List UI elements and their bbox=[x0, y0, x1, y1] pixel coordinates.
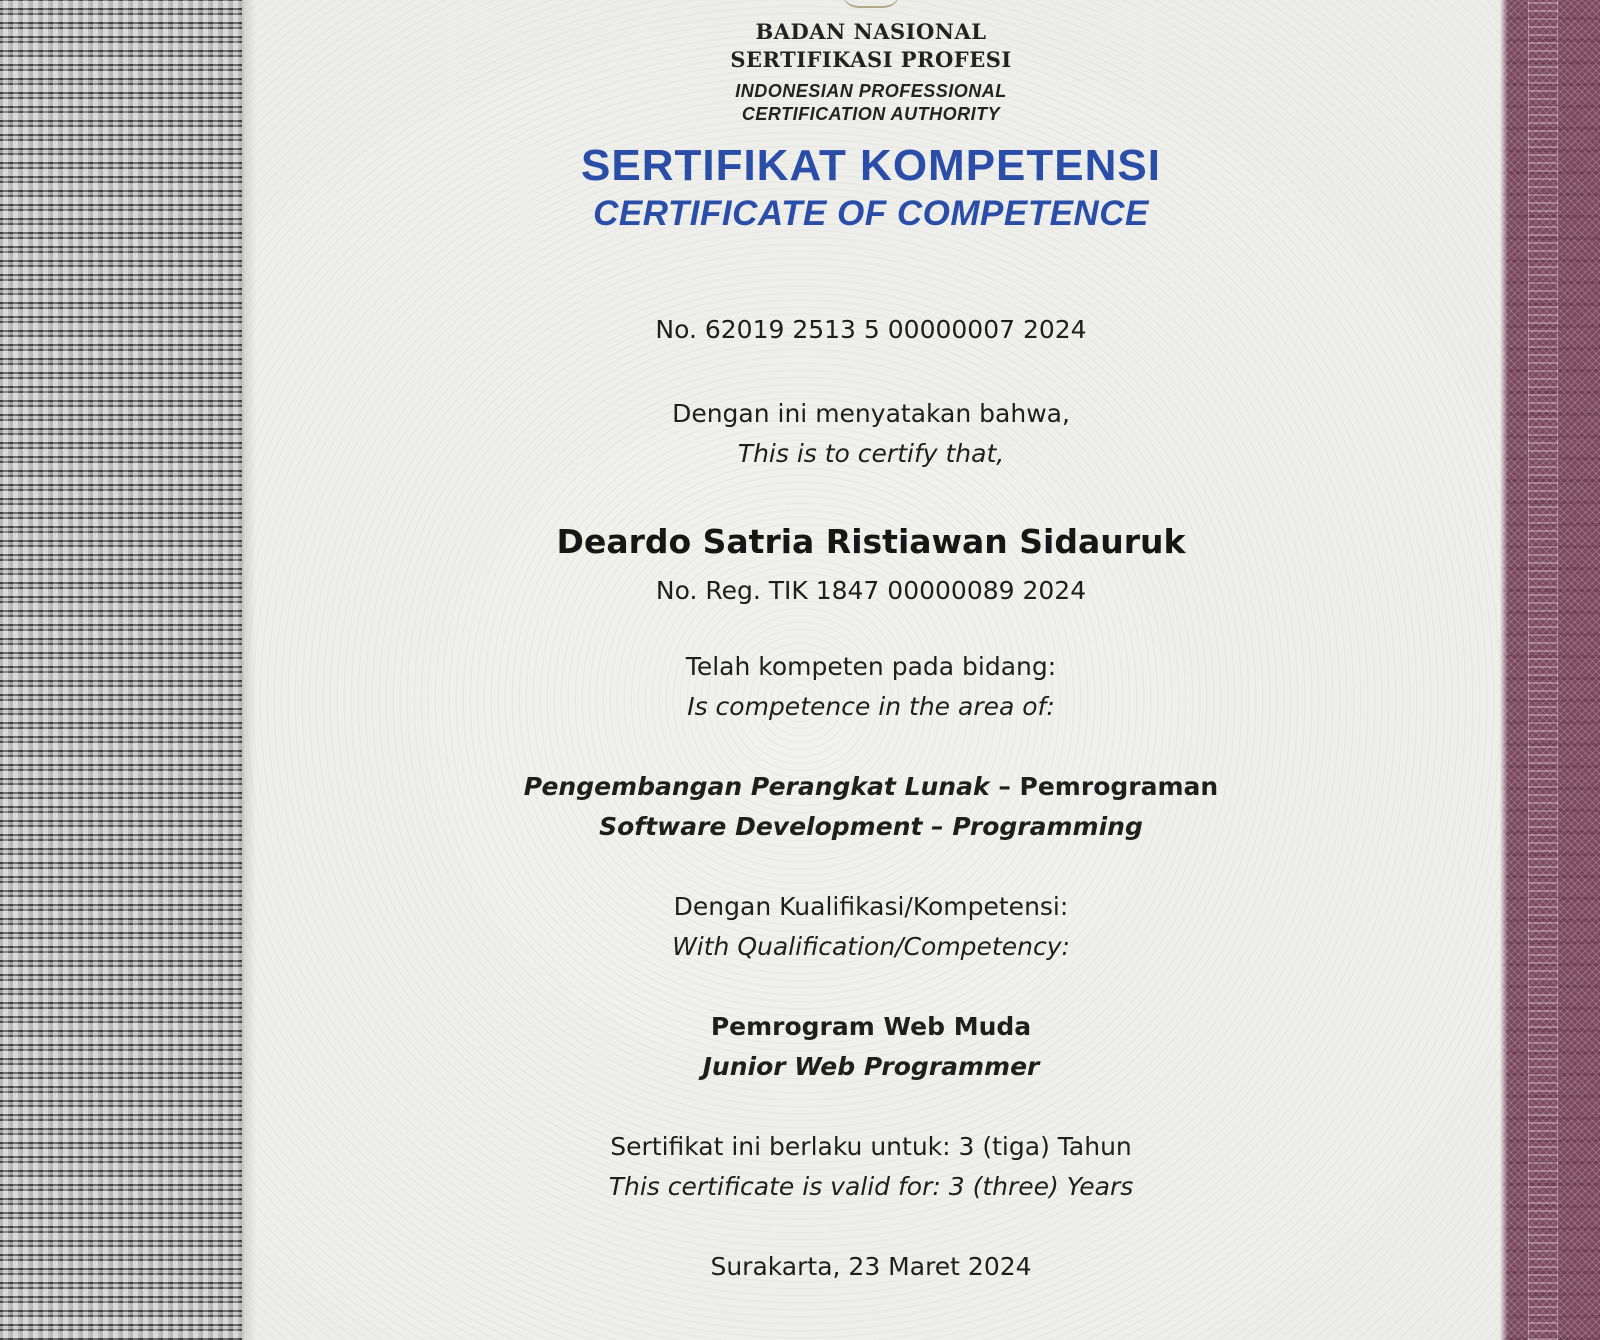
certificate-number: No. 62019 2513 5 00000007 2024 bbox=[655, 315, 1087, 344]
authority-en-line-2: CERTIFICATION AUTHORITY bbox=[741, 104, 1001, 124]
garuda-emblem-icon bbox=[841, 0, 901, 8]
qualification-intro: Dengan Kualifikasi/Kompetensi: bbox=[673, 892, 1069, 921]
authority-en-line-1: INDONESIAN PROFESSIONAL bbox=[735, 81, 1007, 101]
registration-number: No. Reg. TIK 1847 00000089 2024 bbox=[655, 576, 1087, 605]
field-name-plain: Pemrograman bbox=[1019, 772, 1219, 801]
validity-text: Sertifikat ini berlaku untuk: 3 (tiga) Tahun bbox=[610, 1132, 1132, 1161]
authority-line-1: BADAN NASIONAL bbox=[755, 19, 987, 44]
declaration-text: Dengan ini menyatakan bahwa, bbox=[672, 399, 1070, 428]
certificate-content bbox=[242, 0, 1500, 1340]
certificate-title-en: CERTIFICATE OF COMPETENCE bbox=[593, 194, 1149, 233]
left-security-strip bbox=[0, 0, 244, 1340]
area-intro-en: Is competence in the area of: bbox=[687, 692, 1055, 721]
certificate-title: SERTIFIKAT KOMPETENSI bbox=[581, 141, 1161, 190]
declaration-text-en: This is to certify that, bbox=[737, 439, 1005, 468]
validity-text-en: This certificate is valid for: 3 (three) Years bbox=[608, 1172, 1134, 1201]
holder-name: Deardo Satria Ristiawan Sidauruk bbox=[556, 522, 1186, 561]
area-intro: Telah kompeten pada bidang: bbox=[685, 652, 1057, 681]
right-strip-band bbox=[1528, 0, 1558, 1340]
qualification-title-en: Junior Web Programmer bbox=[702, 1052, 1040, 1081]
qualification-title: Pemrogram Web Muda bbox=[710, 1012, 1032, 1041]
right-security-strip bbox=[1500, 0, 1600, 1340]
right-strip-edge bbox=[1500, 0, 1508, 1340]
authority-name-en bbox=[242, 80, 1500, 126]
place-date: Surakarta, 23 Maret 2024 bbox=[710, 1252, 1032, 1281]
competence-field bbox=[242, 770, 1500, 804]
qualification-intro-en: With Qualification/Competency: bbox=[672, 932, 1070, 961]
field-name-italic: Pengembangan Perangkat Lunak bbox=[523, 772, 990, 801]
authority-name bbox=[242, 18, 1500, 74]
field-separator: – bbox=[989, 772, 1020, 801]
authority-line-2: SERTIFIKASI PROFESI bbox=[730, 47, 1012, 72]
competence-field-en: Software Development – Programming bbox=[599, 812, 1143, 841]
